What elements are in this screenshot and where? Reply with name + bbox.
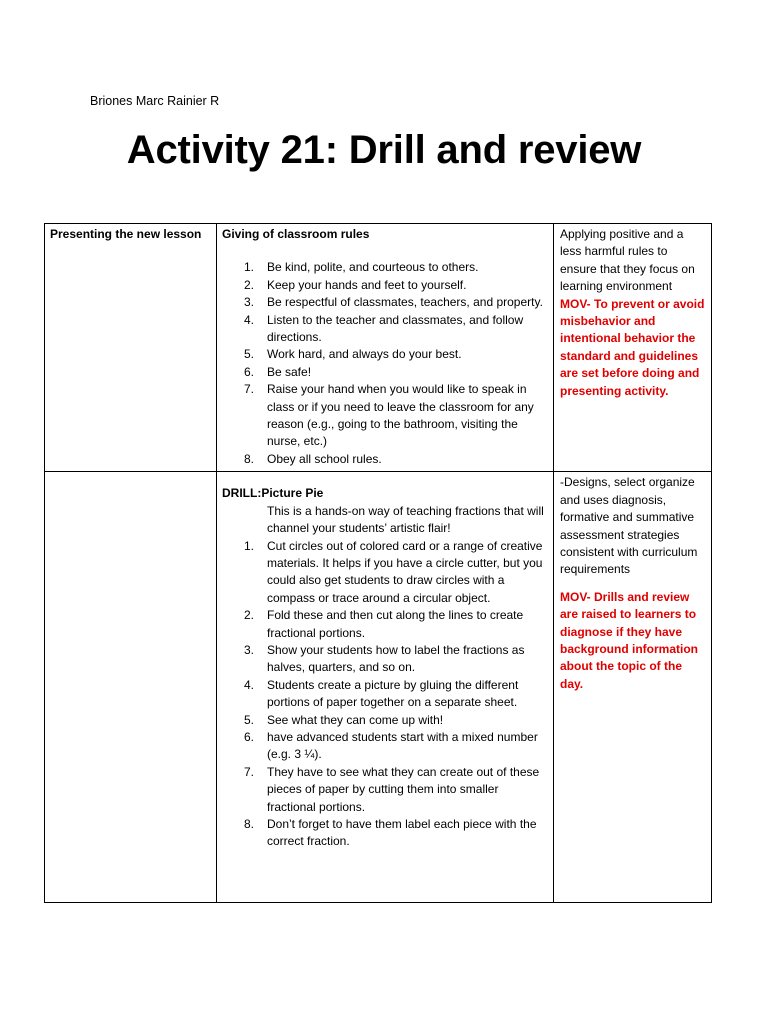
- list-item: [222, 364, 548, 381]
- author-name: Briones Marc Rainier R: [90, 94, 220, 108]
- list-item-number: 7.: [244, 764, 255, 779]
- list-item-text: have advanced students start with a mixed number (e.g. 3 ¼).: [267, 729, 538, 762]
- mov-note: MOV- To prevent or avoid misbehavior and intentional behavior the standard and guidelines are set before doing and presenting activity.: [560, 296, 705, 398]
- table-row: [45, 472, 712, 903]
- list-item-text: Be respectful of classmates, teachers, and property.: [267, 295, 543, 310]
- rules-cell: [217, 224, 553, 471]
- list-item: [222, 312, 548, 347]
- row-label: [45, 472, 216, 477]
- drill-heading: DRILL:Picture Pie: [222, 486, 324, 501]
- list-item-number: 3.: [244, 642, 255, 657]
- mov-text: - Drills and review are raised to learners to diagnose if they have background information about the topic of the day.: [560, 589, 698, 691]
- list-item-text: Show your students how to label the fractions as halves, quarters, and so on.: [267, 642, 525, 675]
- objective-note: -Designs, select organize and uses diagnosis, formative and summative assessment strategies consistent with curriculum requirements: [560, 475, 698, 577]
- list-item: [222, 538, 548, 608]
- list-item: [222, 642, 548, 677]
- table-cell: [554, 472, 712, 903]
- list-item-text: Work hard, and always do your best.: [267, 347, 462, 362]
- list-item: [222, 677, 548, 712]
- table-cell: [217, 472, 554, 903]
- drill-steps-list: [222, 538, 548, 851]
- row-label: Presenting the new lesson: [50, 227, 202, 241]
- list-item: [222, 607, 548, 642]
- page-title: Activity 21: Drill and review: [126, 128, 642, 172]
- table-cell: [217, 224, 554, 472]
- list-item-number: 4.: [244, 312, 255, 327]
- list-item: [222, 259, 548, 276]
- table-cell: [554, 224, 712, 472]
- list-item-number: 2.: [244, 608, 255, 623]
- list-item: [222, 816, 548, 851]
- drill-cell: [217, 472, 553, 854]
- list-item: [222, 381, 548, 451]
- list-item-number: 4.: [244, 677, 255, 692]
- list-item-text: They have to see what they can create out of these pieces of paper by cutting them into smaller fractional portions.: [267, 764, 540, 814]
- list-item-text: Keep your hands and feet to yourself.: [267, 277, 467, 292]
- list-item-number: 8.: [244, 817, 255, 831]
- list-item: [222, 451, 548, 468]
- list-item-number: 2.: [244, 277, 255, 292]
- list-item-number: 6.: [244, 364, 255, 379]
- objective-note: Applying positive and a less harmful rules to ensure that they focus on learning environment: [560, 227, 695, 294]
- rules-heading: Giving of classroom rules: [222, 227, 370, 241]
- list-item-text: Obey all school rules.: [267, 451, 382, 466]
- list-item-text: Fold these and then cut along the lines to create fractional portions.: [267, 608, 524, 640]
- list-item-number: 6.: [244, 729, 255, 744]
- list-item-text: Raise your hand when you would like to speak in class or if you need to leave the classroom for any reason (e.g., going to the bathroom, visiting the nurse, etc.): [267, 382, 534, 449]
- list-item-text: Listen to the teacher and classmates, and follow directions.: [267, 312, 524, 345]
- list-item: [222, 729, 548, 764]
- list-item: [222, 712, 548, 729]
- list-item: [222, 346, 548, 363]
- list-item-number: 5.: [244, 712, 255, 727]
- list-item-text: Don’t forget to have them label each piece with the correct fraction.: [267, 817, 537, 849]
- mov-note: [560, 589, 705, 693]
- list-item-text: Be kind, polite, and courteous to others.: [267, 260, 479, 275]
- list-item-text: Be safe!: [267, 364, 312, 379]
- list-item-text: Students create a picture by gluing the different portions of paper together on a separate sheet.: [267, 677, 519, 710]
- table-cell: [45, 472, 217, 903]
- list-item-number: 8.: [244, 451, 255, 466]
- table-row: [45, 224, 712, 472]
- mov-label: MOV: [560, 589, 587, 604]
- rules-list: [222, 259, 548, 468]
- list-item-number: 3.: [244, 295, 255, 310]
- list-item-text: See what they can come up with!: [267, 712, 444, 727]
- list-item: [222, 764, 548, 816]
- list-item: [222, 294, 548, 311]
- list-item-number: 7.: [244, 382, 255, 397]
- list-item-number: 5.: [244, 347, 255, 362]
- list-item-number: 1.: [244, 260, 255, 275]
- drill-intro: This is a hands-on way of teaching fractions that will channel your students’ artistic flair!: [267, 503, 544, 536]
- table-cell: [45, 224, 217, 472]
- list-item-text: Cut circles out of colored card or a range of creative materials. It helps if you have a circle cutter, but you could also get students to draw circles with a compass or trace around a circular object.: [267, 538, 543, 605]
- list-item-number: 1.: [244, 538, 255, 553]
- list-item: [222, 277, 548, 294]
- lesson-table: [44, 223, 712, 903]
